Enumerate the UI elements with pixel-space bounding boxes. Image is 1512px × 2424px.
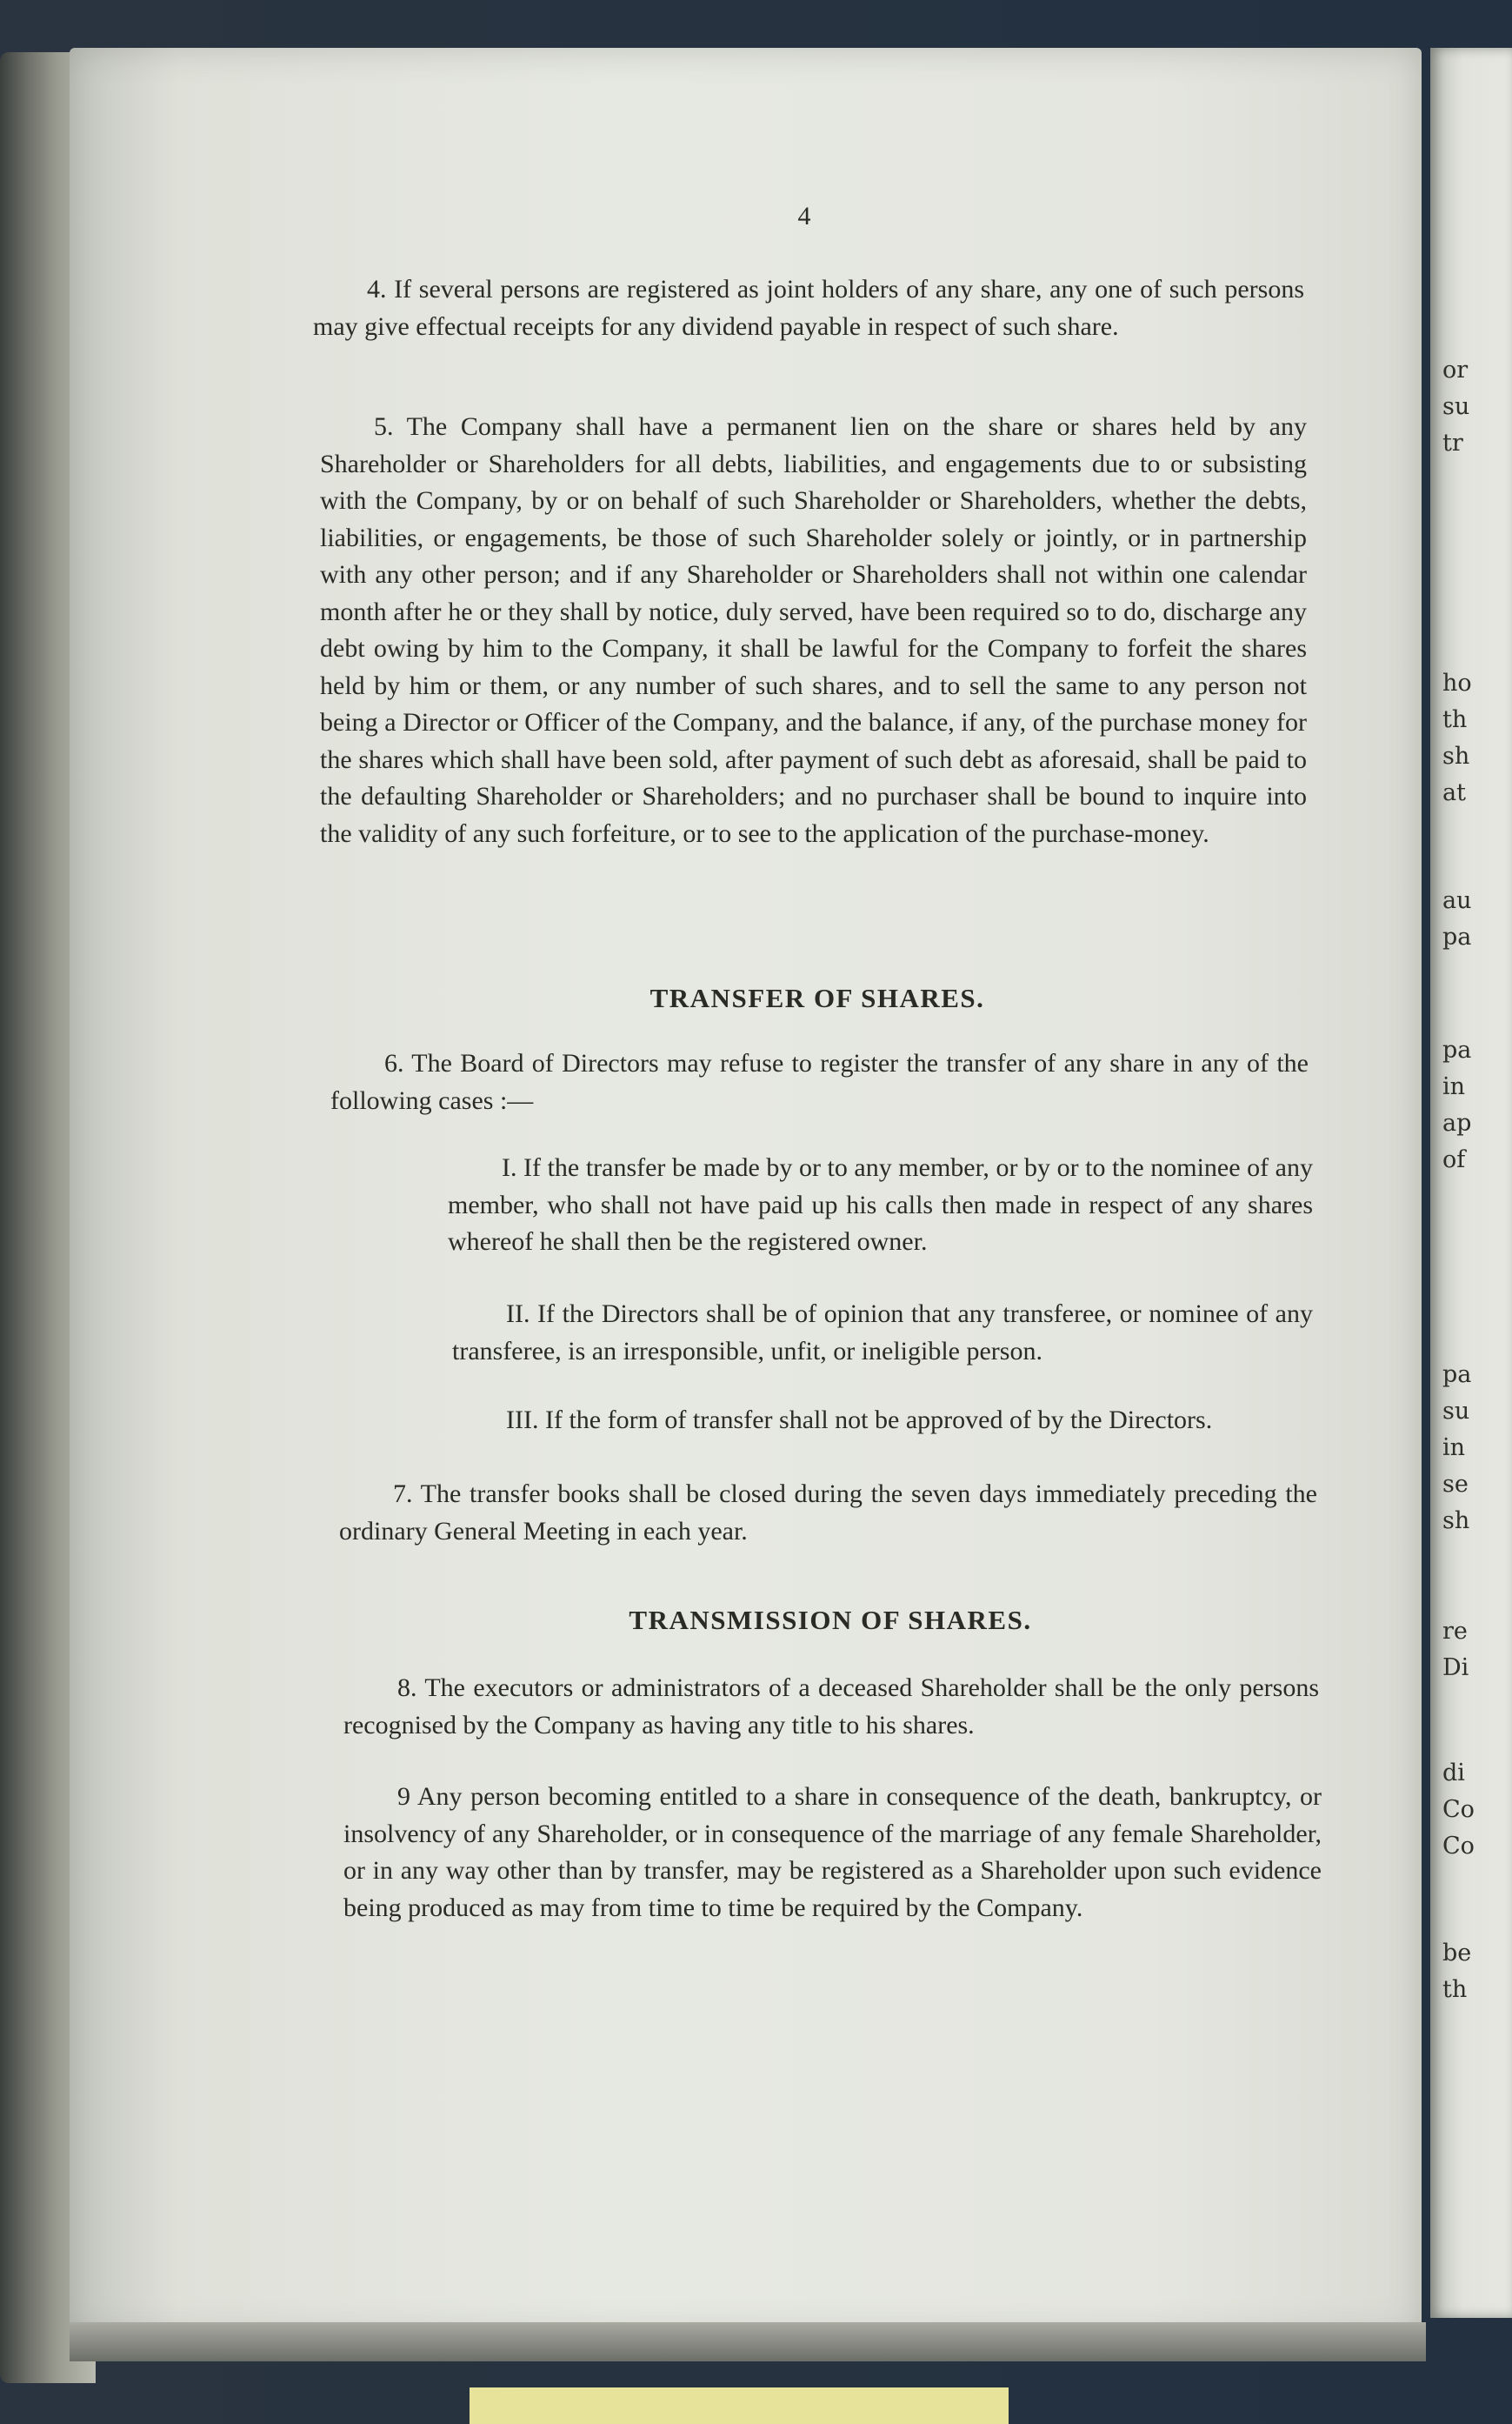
- heading-transfer-of-shares: TRANSFER OF SHARES.: [649, 983, 985, 1013]
- clause-7: 7. The transfer books shall be closed during the seven days immediately preceding the ordinary General Meeting in each year.: [339, 1479, 1317, 1546]
- fragment: pa: [1442, 1037, 1472, 1064]
- clause-8: 8. The executors or administrators of a deceased Shareholder shall be the only persons recognised by the Company as having any title to his shares.: [343, 1673, 1319, 1740]
- clause-4: 4. If several persons are registered as joint holders of any share, any one of such persons may give effectual receipts for any dividend payable in respect of such share.: [313, 275, 1304, 341]
- fragment: of: [1442, 1146, 1466, 1173]
- fragment: th: [1442, 706, 1468, 733]
- fragment: su: [1442, 1398, 1470, 1425]
- fragment: Di: [1442, 1654, 1469, 1681]
- fragment: sh: [1442, 743, 1470, 770]
- clause-5: 5. The Company shall have a permanent lien on the share or shares held by any Shareholder or Shareholders for all debts, liabilities, and engagements due to or subsisting with the Company, by or on behalf of such Shareholder or Shareholders, whether the debts, liabilities, or engagements, be those of such Shareholder solely or jointly, or in partnership with any other person; and if any Shareholder or Shareholders shall not within one calendar month after he or they shall by notice, duly served, have been required so to do, discharge any debt owing by him to the Company, it shall be lawful for the Company to forfeit the shares held by him or them, or any number of such shares, and to sell the same to any person not being a Director or Officer of the Company, and the balance, if any, of the purchase money for the shares which shall have been sold, after payment of such debt as aforesaid, shall be paid to the defaulting Shareholder or Shareholders; and no purchaser shall be bound to inquire into the validity of any such forfeiture, or to see to the application of the purchase-money.: [320, 412, 1307, 848]
- fragment: se: [1442, 1471, 1469, 1498]
- fragment: tr: [1442, 430, 1463, 457]
- fragment: be: [1442, 1940, 1472, 1967]
- fragment: sh: [1442, 1507, 1470, 1534]
- clause-6: 6. The Board of Directors may refuse to register the transfer of any share in any of the following cases :—: [330, 1049, 1309, 1115]
- fragment: pa: [1442, 1361, 1472, 1388]
- fragment: in: [1442, 1434, 1466, 1461]
- fragment: ap: [1442, 1110, 1472, 1137]
- fragment: Co: [1442, 1833, 1475, 1860]
- clause-9: 9 Any person becoming entitled to a share in consequence of the death, bankruptcy, or insolvency of any Shareholder, or in consequence of the marriage of any female Shareholder, or in any way other than by transfer, may be registered as a Shareholder upon such evidence being produced as may from time to time be required by the Company.: [343, 1782, 1322, 1922]
- clause-6-case-2: II. If the Directors shall be of opinion that any transferee, or nominee of any transferee, is an irresponsible, unfit, or ineligible person.: [452, 1299, 1313, 1366]
- fragment: th: [1442, 1976, 1468, 2003]
- fragment: in: [1442, 1073, 1466, 1100]
- fragment: ho: [1442, 670, 1472, 697]
- fragment: at: [1442, 779, 1466, 806]
- fragment: di: [1442, 1760, 1465, 1786]
- fragment: or: [1442, 357, 1469, 384]
- page-number: 4: [797, 202, 811, 230]
- fragment: re: [1442, 1618, 1468, 1645]
- fragment: au: [1442, 887, 1472, 914]
- fragment: pa: [1442, 924, 1472, 951]
- clause-6-case-3: III. If the form of transfer shall not be approved of by the Directors.: [506, 1406, 1213, 1434]
- fragment: Co: [1442, 1796, 1475, 1823]
- clause-6-case-1: I. If the transfer be made by or to any member, or by or to the nominee of any member, who shall not have paid up his calls then made in respect of any shares whereof he shall then be the registered owner.: [448, 1153, 1313, 1256]
- heading-transmission-of-shares: TRANSMISSION OF SHARES.: [629, 1605, 1032, 1635]
- fragment: su: [1442, 393, 1470, 420]
